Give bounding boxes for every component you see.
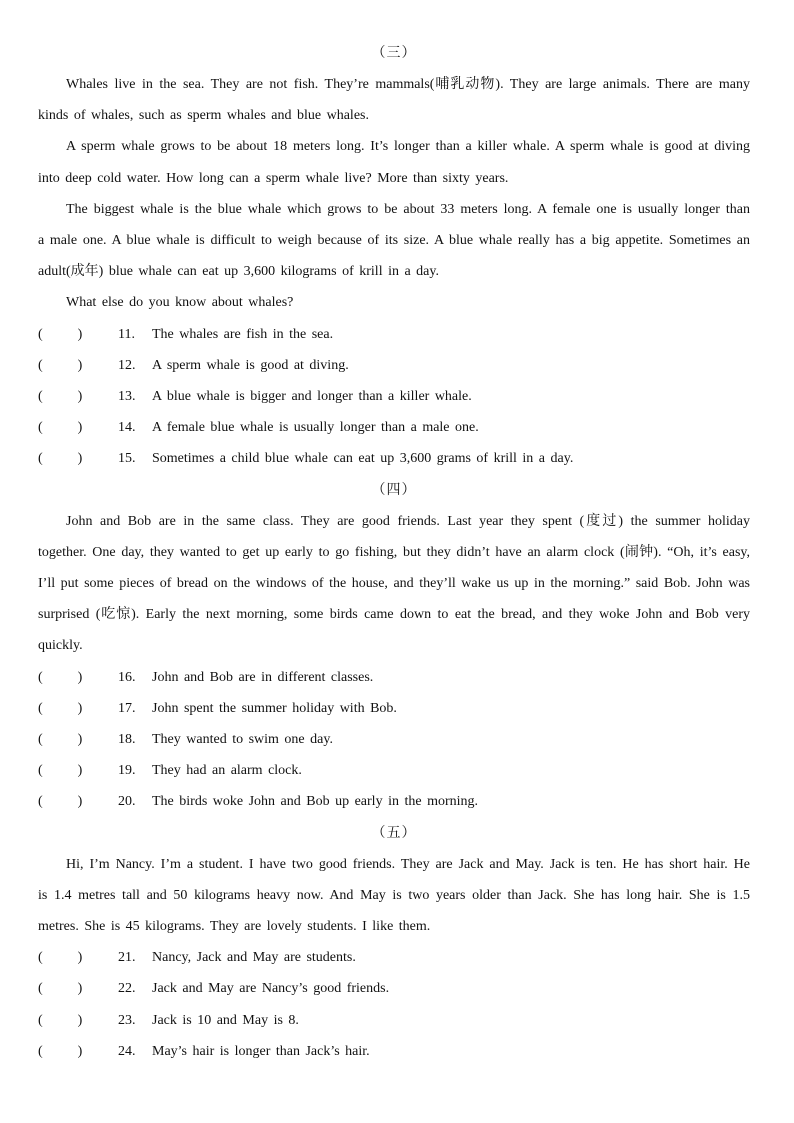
answer-blank[interactable]: ( ) bbox=[38, 451, 83, 467]
answer-blank[interactable]: ( ) bbox=[38, 1043, 83, 1059]
question-item bbox=[38, 755, 750, 786]
question-text: A sperm whale is good at diving. bbox=[152, 357, 349, 373]
question-item bbox=[38, 786, 750, 817]
question-text: They had an alarm clock. bbox=[152, 763, 302, 779]
worksheet-page bbox=[38, 38, 750, 1067]
question-text: Nancy, Jack and May are students. bbox=[152, 950, 356, 966]
question-number: 22. bbox=[118, 981, 136, 997]
section-title: （四） bbox=[371, 482, 417, 498]
question-number: 18. bbox=[118, 731, 136, 747]
question-text: Sometimes a child blue whale can eat up 3,600 grams of krill in a day. bbox=[152, 451, 574, 467]
question-number: 13. bbox=[118, 389, 136, 404]
answer-blank[interactable]: ( ) bbox=[38, 357, 83, 373]
question-item bbox=[38, 1005, 750, 1036]
question-number: 14. bbox=[118, 420, 136, 436]
answer-blank[interactable]: ( ) bbox=[38, 794, 83, 810]
question-item bbox=[38, 443, 750, 474]
answer-blank[interactable]: ( ) bbox=[38, 389, 83, 404]
reading-section-3 bbox=[38, 38, 750, 475]
question-text: A blue whale is bigger and longer than a killer whale. bbox=[152, 389, 472, 404]
question-number: 11. bbox=[118, 326, 135, 342]
question-text: A female blue whale is usually longer than a male one. bbox=[152, 420, 479, 436]
question-item bbox=[38, 724, 750, 755]
question-item bbox=[38, 381, 750, 412]
answer-blank[interactable]: ( ) bbox=[38, 981, 83, 997]
answer-blank[interactable]: ( ) bbox=[38, 763, 83, 779]
question-text: John and Bob are in different classes. bbox=[152, 669, 374, 685]
passage-paragraph: The biggest whale is the blue whale which grows to be about 33 meters long. A female one is usually longer than a male one. A blue whale is difficult to weigh because of its size. A blue whale really has a big appetite. Sometimes an adult(成年) blue whale can eat up 3,600 kilograms of krill in a day. bbox=[38, 201, 750, 280]
question-text: They wanted to swim one day. bbox=[152, 731, 333, 747]
question-text: The birds woke John and Bob up early in the morning. bbox=[152, 794, 479, 810]
question-text: The whales are fish in the sea. bbox=[152, 326, 334, 342]
answer-blank[interactable]: ( ) bbox=[38, 731, 83, 747]
question-number: 21. bbox=[118, 950, 136, 966]
passage-paragraph: Whales live in the sea. They are not fish. They’re mammals(哺乳动物). They are large animals. There are many kinds of whales, such as sperm whales and blue whales. bbox=[38, 77, 750, 124]
passage-paragraph: A sperm whale grows to be about 18 meters long. It’s longer than a killer whale. A sperm whale is good at diving into deep cold water. How long can a sperm whale live? More than sixty years. bbox=[38, 139, 750, 186]
question-item bbox=[38, 1036, 750, 1067]
question-text: May’s hair is longer than Jack’s hair. bbox=[152, 1043, 370, 1059]
answer-blank[interactable]: ( ) bbox=[38, 950, 83, 966]
question-number: 24. bbox=[118, 1043, 136, 1059]
passage-paragraph: What else do you know about whales? bbox=[66, 295, 294, 311]
answer-blank[interactable]: ( ) bbox=[38, 326, 83, 342]
answer-blank[interactable]: ( ) bbox=[38, 420, 83, 436]
question-number: 19. bbox=[118, 763, 136, 779]
question-number: 17. bbox=[118, 700, 136, 716]
question-number: 12. bbox=[118, 357, 136, 373]
question-text: John spent the summer holiday with Bob. bbox=[152, 700, 397, 716]
question-text: Jack and May are Nancy’s good friends. bbox=[152, 981, 390, 997]
question-number: 15. bbox=[118, 451, 136, 467]
section-title: （三） bbox=[371, 46, 417, 61]
passage-paragraph: John and Bob are in the same class. They are good friends. Last year they spent (度过) the summer holiday together. One day, they wanted to get up early to go fishing, but they didn’t have an alarm clock (闹钟). “Oh, it’s easy, I’ll put some pieces of bread on the windows of the house, and they’ll wake us up in the morning.” said Bob. John was surprised (吃惊). Early the next morning, some birds came down to eat the bread, and they woke John and Bob very quickly. bbox=[38, 513, 750, 654]
question-number: 16. bbox=[118, 669, 136, 685]
question-text: Jack is 10 and May is 8. bbox=[152, 1012, 299, 1028]
question-item bbox=[38, 350, 750, 381]
reading-section-4 bbox=[38, 475, 750, 818]
answer-blank[interactable]: ( ) bbox=[38, 1012, 83, 1028]
question-item bbox=[38, 412, 750, 443]
question-item bbox=[38, 973, 750, 1004]
answer-blank[interactable]: ( ) bbox=[38, 700, 83, 716]
reading-section-5 bbox=[38, 818, 750, 1067]
question-item bbox=[38, 942, 750, 973]
answer-blank[interactable]: ( ) bbox=[38, 669, 83, 685]
question-number: 23. bbox=[118, 1012, 136, 1028]
question-item bbox=[38, 662, 750, 693]
question-number: 20. bbox=[118, 794, 136, 810]
question-item bbox=[38, 319, 750, 350]
question-item bbox=[38, 693, 750, 724]
section-title: （五） bbox=[371, 825, 417, 841]
passage-paragraph: Hi, I’m Nancy. I’m a student. I have two good friends. They are Jack and May. Jack is ten. He has short hair. He is 1.4 metres tall and 50 kilograms heavy now. And May is two years older than Jack. She has long hair. She is 1.5 metres. She is 45 kilograms. They are lovely students. I like them. bbox=[38, 856, 750, 934]
